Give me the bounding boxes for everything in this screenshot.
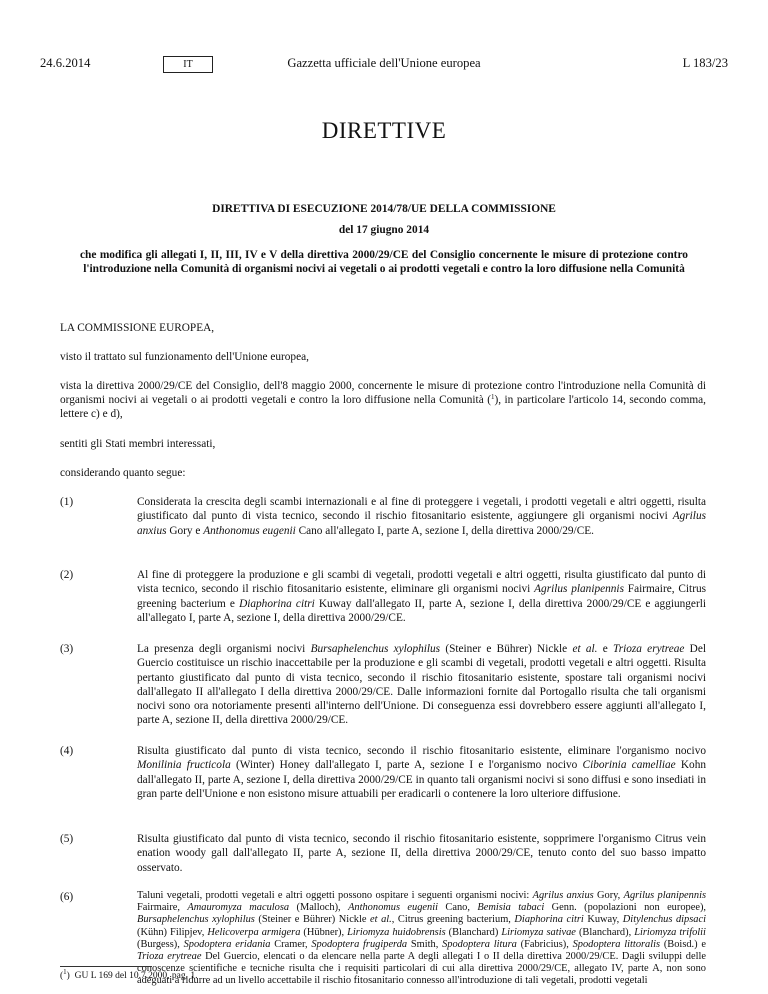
footnote-marker: 1 — [63, 968, 67, 976]
recital-number: (4) — [60, 745, 74, 757]
document-subject: che modifica gli allegati I, II, III, IV e V della direttiva 2000/29/CE del Consiglio concernente le misure di protezione contro l'introduzione nella Comunità di organismi nocivi ai vegetali o ai prodotti vegetali e contro la loro diffusione nella Comunità — [80, 249, 688, 275]
footnote-text: GU L 169 del 10.7.2000, pag. 1. — [74, 971, 198, 981]
vista-text-b: ), in particolare l'articolo 14, secondo comma, lettere c) e d), — [60, 394, 706, 420]
recital-text: (Blanchard) — [445, 926, 502, 938]
recital-4 — [137, 744, 706, 801]
document-date: del 17 giugno 2014 — [338, 224, 430, 236]
recital-text: Smith, — [407, 938, 443, 950]
recital-text: Cramer, — [270, 938, 312, 950]
recital-text: Fairmaire, — [137, 902, 188, 914]
species-name: Bursaphelenchus xylophilus — [310, 643, 441, 655]
recital-text: (Boisd.) e — [660, 938, 706, 950]
recital-text: Cano, — [438, 902, 478, 914]
recital-text: (Hübner), — [300, 926, 348, 938]
recital-text: Kuway dall'allegato II, parte A, sezione I, della direttiva 2000/29/CE e aggiungerli all'allegato I, parte A, sezione I, della direttiva 2000/29/CE. — [137, 597, 706, 624]
footnote: ($^1$) GU L 169 del 10.7.2000, pag. 1. — [60, 968, 198, 981]
vista-text-a: vista la direttiva 2000/29/CE del Consiglio, dell'8 maggio 2000, concernente le misure di protezione contro l'introduzione nella Comunità di organismi nocivi ai vegetali o ai prodotti vegetali e contro la loro diffusione nella Comunità ( — [60, 380, 706, 406]
recital-text: Considerata la crescita degli scambi internazionali e al fine di proteggere i vegetali, i prodotti vegetali e altri oggetti, risulta giustificato dal punto di vista tecnico, secondo il rischio fitosanitario esistente, aggiungere gli organismi nocivi — [137, 496, 706, 523]
document-title: DIRETTIVA DI ESECUZIONE 2014/78/UE DELLA COMMISSIONE — [212, 203, 556, 215]
language-badge: IT — [163, 56, 213, 73]
species-name: Spodoptera littoralis — [572, 938, 661, 950]
recital-text: Kohn dall'allegato II, parte A, sezione I, della direttiva 2000/29/CE in quanto tali organismi nocivi si sono diffusi e sono insediati in gran parte dell'Unione e non esistono misure attuabili per eradicarli o contenere la loro ulteriore diffusione. — [137, 759, 706, 800]
species-name: Agrilus planipennis — [623, 890, 706, 901]
recital-text: Del Guercio, elencati o da elencare nella parte A degli allegati I o II della direttiva 2000/29/CE. Dagli sviluppi delle conoscenze scientifiche e tecniche risulta che i requisiti particolari di cui alla direttiva 2000/29/CE, allegato IV, parte A, non sono adeguati a ridurre ad un livello accettabile il rischio fitosanitario connesso all'introduzione di tali vegetali, prodotti vegetali — [137, 951, 706, 987]
recital-text: Gory e — [166, 524, 204, 537]
species-name: et al. — [370, 914, 392, 926]
species-name: Agrilus anxius — [532, 890, 594, 901]
species-name: Helicoverpa armigera — [207, 926, 301, 938]
recital-text: Genn. (popolazioni non europee), — [544, 902, 707, 914]
species-name: Bursaphelenchus xylophilus — [137, 914, 255, 926]
recital-3 — [137, 642, 706, 728]
recital-text: La presenza degli organismi nocivi — [137, 643, 311, 655]
recital-number: (1) — [60, 496, 74, 508]
journal-name: Gazzetta ufficiale dell'Unione europea — [287, 56, 481, 70]
page-header — [40, 56, 728, 76]
species-name: et al. — [572, 643, 598, 655]
recital-text: Risulta giustificato dal punto di vista tecnico, secondo il rischio fitosanitario esistente, sopprimere l'organismo Citrus vein enation woody gall dall'allegato II, parte A, sezione II, della direttiva 2000/29/CE, tenuto conto del suo basso impatto osservato. — [137, 833, 706, 874]
species-name: Spodoptera frugiperda — [311, 938, 408, 950]
recital-text: Del Guercio costituisce un rischio inaccettabile per la produzione e gli scambi di vegetali, prodotti vegetali e altri oggetti. Risulta pertanto giustificato dal punto di vista tecnico, secondo il rischio fitosanitario esistente, spostare tali organismi nocivi dall'allegato II all'allegato I della direttiva 2000/29/CE. Dalle informazioni fornite dal Portogallo risulta che tali organismi nocivi sono ora notoriamente presenti all'interno dell'Unione. Di conseguenza essi dovrebbero essere aggiunti all'allegato I, parte A, sezione II, della direttiva 2000/29/CE. — [137, 643, 706, 727]
recital-number: (5) — [60, 833, 74, 845]
page-reference: L 183/23 — [682, 56, 728, 70]
recital-text: Cano all'allegato I, parte A, sezione I, della direttiva 2000/29/CE. — [295, 524, 594, 537]
recital-number: (2) — [60, 569, 74, 581]
recital-6 — [137, 890, 706, 988]
recital-text: Al fine di proteggere la produzione e gli scambi di vegetali, prodotti vegetali e altri oggetti, risulta giustificato dal punto di vista tecnico, secondo il rischio fitosanitario esistente, eliminare gli organismi nocivi — [137, 569, 706, 596]
species-name: Agrilus planipennis — [534, 583, 624, 596]
recital-text: Kuway, — [583, 914, 623, 926]
species-name: Liriomyza sativae — [501, 926, 576, 938]
recital-text: (Kühn) Filipjev, — [137, 926, 208, 938]
species-name: Diaphorina citri — [239, 597, 315, 610]
commission-line: LA COMMISSIONE EUROPEA, — [60, 322, 215, 334]
species-name: Agrilus anxius — [137, 510, 706, 537]
species-name: Monilinia fructicola — [137, 759, 231, 772]
species-name: Liriomyza trifolii — [634, 926, 706, 938]
sentiti-clause: sentiti gli Stati membri interessati, — [60, 438, 216, 450]
species-name: Trioza erytreae — [613, 643, 685, 655]
species-name: Ditylenchus dipsaci — [622, 914, 706, 926]
visto-clause: visto il trattato sul funzionamento dell'Unione europea, — [60, 351, 309, 363]
species-name: Trioza erytreae — [137, 951, 202, 963]
species-name: Liriomyza huidobrensis — [347, 926, 446, 938]
species-name: Amauromyza maculosa — [187, 902, 290, 914]
recital-5 — [137, 832, 706, 875]
species-name: Anthonomus eugenii — [348, 902, 439, 914]
recital-text: (Winter) Honey dall'allegato I, parte A, sezione I e l'organismo nocivo — [230, 759, 583, 772]
species-name: Anthonomus eugenii — [203, 524, 296, 537]
species-name: Diaphorina citri — [514, 914, 584, 926]
recital-text: Fairmaire, Citrus greening bacterium e — [137, 583, 706, 610]
vista-clause — [60, 379, 706, 421]
species-name: Bemisia tabaci — [477, 902, 545, 914]
recital-text: (Blanchard), — [575, 926, 635, 938]
considerando-clause: considerando quanto segue: — [60, 467, 186, 479]
species-name: Ciborinia camelliae — [582, 759, 676, 772]
recital-number: (6) — [60, 891, 74, 903]
recital-text: , Citrus greening bacterium, — [391, 914, 515, 926]
section-title: DIRETTIVE — [321, 118, 447, 143]
species-name: Spodoptera litura — [442, 938, 517, 950]
recital-text: (Steiner e Bührer) Nickle — [254, 914, 371, 926]
recital-number: (3) — [60, 643, 74, 655]
recital-text: (Fabricius), — [516, 938, 573, 950]
recital-text: e — [597, 643, 614, 655]
species-name: Spodoptera eridania — [183, 938, 271, 950]
recital-text: (Burgess), — [137, 938, 184, 950]
recital-text: Taluni vegetali, prodotti vegetali e altri oggetti possono ospitare i seguenti organismi nocivi: — [137, 890, 533, 901]
recital-2 — [137, 568, 706, 625]
recital-1 — [137, 495, 706, 538]
recital-text: (Malloch), — [289, 902, 349, 914]
recital-text: Gory, — [593, 890, 624, 901]
publication-date: 24.6.2014 — [40, 56, 91, 70]
footnote-divider — [60, 966, 152, 967]
recital-text: (Steiner e Bührer) Nickle — [440, 643, 573, 655]
footnote-ref[interactable]: 1 — [490, 393, 495, 401]
recital-text: Risulta giustificato dal punto di vista tecnico, secondo il rischio fitosanitario esistente, eliminare l'organismo nocivo — [137, 745, 706, 757]
